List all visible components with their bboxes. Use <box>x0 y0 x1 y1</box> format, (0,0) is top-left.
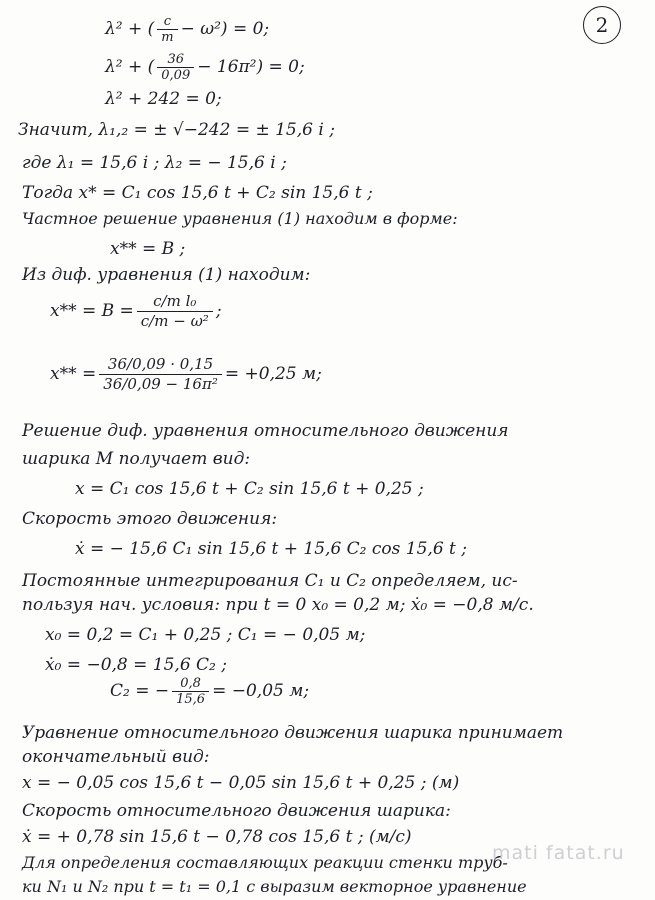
final-velocity-equation: ẋ = + 0,78 sin 15,6 t − 0,78 cos 15,6 t ; (м/с) <box>22 827 412 847</box>
fraction-08-over-156: $\frac{0,8}{15,6}$ <box>172 676 209 707</box>
reaction-text-2: ки N₁ и N₂ при t = t₁ = 0,1 с выразим векторное уравнение <box>22 877 527 896</box>
solution-text-2: шарика M получает вид: <box>22 449 251 469</box>
initial-velocity-equation: ẋ₀ = −0,8 = 15,6 C₂ ; <box>45 655 227 675</box>
watermark: mati fatat.ru <box>492 842 625 864</box>
roots-line: Значит, λ₁,₂ = ± √−242 = ± 15,6 i ; <box>18 120 335 140</box>
constants-text-1: Постоянные интегрирования C₁ и C₂ определяем, ис- <box>22 571 518 591</box>
from-diff-eq-text: Из диф. уравнения (1) находим: <box>22 265 311 285</box>
solution-text-1: Решение диф. уравнения относительного движения <box>22 421 509 441</box>
velocity-equation: ẋ = − 15,6 C₁ sin 15,6 t + 15,6 C₂ cos 15,6 t ; <box>75 539 468 559</box>
fraction-particular-numeric: $\frac{36/0,09 \cdot 0,15}{\text{36/0,09 − 16π²}}$ <box>99 355 222 394</box>
particular-solution-value: x** = $\frac{36/0,09 \cdot 0,15}{\text{36/0,09 − 16π²}}$ = +0,25 м; <box>50 355 322 393</box>
c2-equation: C₂ = − $\frac{0,8}{15,6}$ = −0,05 м; <box>110 676 310 707</box>
fraction-particular: $\frac{\text{c/m l₀}}{\text{c/m − ω²}}$ <box>137 292 213 331</box>
initial-position-equation: x₀ = 0,2 = C₁ + 0,25 ; C₁ = − 0,05 м; <box>45 625 366 645</box>
page-number: 2 <box>583 6 621 44</box>
motion-equation: x = C₁ cos 15,6 t + C₂ sin 15,6 t + 0,25 ; <box>75 479 424 499</box>
constants-text-2: пользуя нач. условия: при t = 0 x₀ = 0,2 м; ẋ₀ = −0,8 м/с. <box>22 595 534 615</box>
fraction-36-over-009: $\frac{36}{0,09}$ <box>157 52 194 83</box>
velocity-text: Скорость этого движения: <box>22 509 278 529</box>
particular-solution-form: x** = B ; <box>110 239 186 259</box>
final-equation-text-2: окончательный вид: <box>22 747 210 767</box>
reaction-text-1: Для определения составляющих реакции стенки труб- <box>22 853 508 872</box>
roots-values-line: где λ₁ = 15,6 i ; λ₂ = − 15,6 i ; <box>22 153 287 173</box>
final-velocity-text: Скорость относительного движения шарика: <box>22 801 451 821</box>
final-equation-text-1: Уравнение относительного движения шарика принимает <box>22 723 564 743</box>
final-motion-equation: x = − 0,05 cos 15,6 t − 0,05 sin 15,6 t + 0,25 ; (м) <box>22 773 460 793</box>
equation-characteristic-numeric: λ² + ( $\frac{36}{0,09}$ − 16π²) = 0; <box>105 52 305 83</box>
fraction-c-over-m: $\frac{c}{m}$ <box>157 14 177 45</box>
equation-characteristic-reduced: λ² + 242 = 0; <box>105 89 222 109</box>
particular-solution-text: Частное решение уравнения (1) находим в форме: <box>22 209 458 228</box>
general-solution-line: Тогда x* = C₁ cos 15,6 t + C₂ sin 15,6 t ; <box>22 183 373 203</box>
equation-characteristic-general: λ² + ( $\frac{c}{m}$ − ω²) = 0; <box>105 14 270 45</box>
particular-solution-formula: x** = B = $\frac{\text{c/m l₀}}{\text{c/m − ω²}}$ ; <box>50 292 222 330</box>
